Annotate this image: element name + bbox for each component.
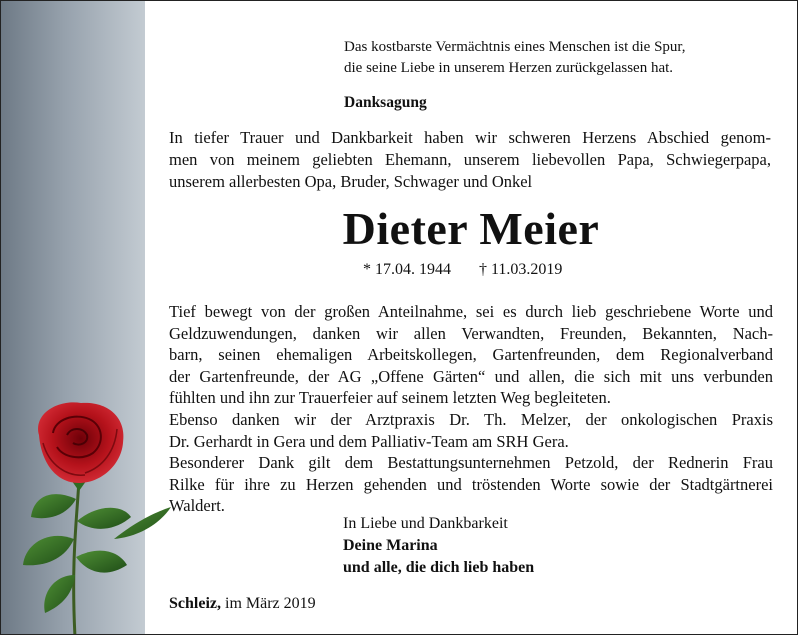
memorial-quote — [344, 37, 686, 79]
closing-signature — [343, 513, 534, 579]
notice-heading: Danksagung — [344, 94, 427, 111]
intro-line: men von meinem geliebten Ehemann, unserem liebevollen Papa, Schwiegerpapa, — [169, 150, 771, 169]
thanks-line: Rilke für ihre zu Herzen gehenden und tröstenden Worte sowie der Stadtgärtnerei — [169, 474, 773, 494]
thanks-line: Waldert. — [169, 496, 225, 516]
intro-line: In tiefer Trauer und Dankbarkeit haben wir schweren Herzens Abschied genom- — [169, 128, 771, 147]
closing-line: In Liebe und Dankbarkeit — [343, 515, 508, 532]
thanks-line: der Gartenfreunde, der AG „Offene Gärten“ und allen, die sich mit uns verbunden — [169, 366, 773, 386]
life-dates — [363, 259, 562, 280]
place-and-date — [169, 593, 316, 614]
death-date: † 11.03.2019 — [479, 261, 563, 278]
thanks-line: Besonderer Dank gilt dem Bestattungsunternehmen Petzold, der Rednerin Frau — [169, 453, 773, 473]
signatory-family: und alle, die dich lieb haben — [343, 559, 535, 576]
red-rose-image — [19, 399, 179, 635]
intro-paragraph — [169, 127, 771, 193]
intro-line: unserem allerbesten Opa, Bruder, Schwager und Onkel — [169, 172, 533, 191]
thanks-line: Geldzuwendungen, danken wir allen Verwandten, Freunden, Bekannten, Nach- — [169, 323, 773, 343]
thanks-line: Tief bewegt von der großen Anteilnahme, sei es durch lieb geschriebene Worte und — [169, 302, 773, 321]
thanks-line: fühlten und ihn zur Trauerfeier auf seinem letzten Weg begleiteten. — [169, 388, 611, 408]
thanks-line: Ebenso danken wir der Arztpraxis Dr. Th. Melzer, der onkologischen Praxis — [169, 409, 773, 429]
quote-line: die seine Liebe in unserem Herzen zurückgelassen hat. — [344, 60, 674, 76]
deceased-name: Dieter Meier — [342, 203, 600, 254]
signatory-name: Deine Marina — [343, 537, 438, 554]
place-city: Schleiz, — [169, 595, 221, 612]
thanks-line: barn, seinen ehemaligen Arbeitskollegen, Gartenfreunden, dem Regionalverband — [169, 345, 773, 365]
quote-line: Das kostbarste Vermächtnis eines Menschen ist die Spur, — [344, 39, 686, 55]
thanks-line: Dr. Gerhardt in Gera und dem Palliativ-Team am SRH Gera. — [169, 431, 569, 451]
birth-date: * 17.04. 1944 — [363, 261, 451, 278]
thanks-paragraph — [169, 301, 773, 517]
place-date: im März 2019 — [221, 595, 316, 612]
